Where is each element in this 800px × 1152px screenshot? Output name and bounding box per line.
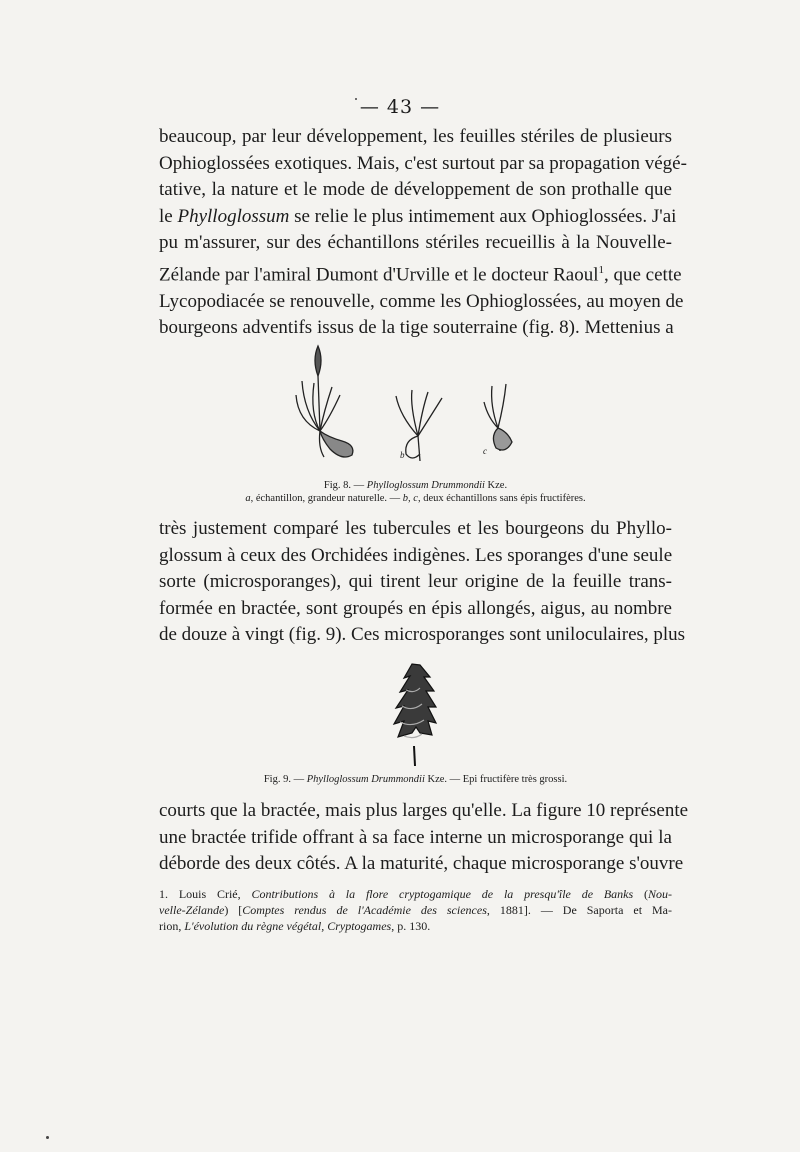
- paragraph-1: [159, 124, 687, 342]
- paragraph-3: [159, 798, 689, 878]
- text-line: très justement comparé les tubercules et les bourgeons du Phyllo-: [159, 518, 672, 539]
- text-line: le Phylloglossum se relie le plus intimement aux Ophioglossées. J'ai: [159, 205, 677, 227]
- figure-9-caption: Fig. 9. — Phylloglossum Drummondii Kze. — Epi fructifère très grossi.: [263, 774, 568, 785]
- footnote-line: velle-Zélande) [Comptes rendus de l'Académie des sciences, 1881]. — De Saporta et Ma-: [159, 903, 673, 917]
- footnote-line: rion, L'évolution du règne végétal, Cryptogames, p. 130.: [159, 919, 431, 933]
- genus-name: Phylloglossum: [177, 205, 290, 227]
- text-line: de douze à vingt (fig. 9). Ces microsporanges sont uniloculaires, plus: [159, 624, 686, 646]
- figure-8-illustration: [290, 336, 530, 476]
- footnote-line: 1. Louis Crié, Contributions à la flore cryptogamique de la presqu'île de Banks (Nou-: [159, 887, 673, 901]
- figure-8-caption: [159, 479, 672, 505]
- text-line: Zélande par l'amiral Dumont d'Urville et le docteur Raoul$^1$, que cette: [159, 263, 682, 286]
- page-number: — 43 —: [359, 96, 441, 118]
- text-line: déborde des deux côtés. A la maturité, chaque microsporange s'ouvre: [159, 853, 684, 875]
- text-line: sorte (microsporanges), qui tirent leur origine de la feuille trans-: [159, 571, 672, 593]
- footnote-ref: 1: [598, 263, 604, 276]
- paper-speck: [46, 1136, 49, 1139]
- footnote: [159, 886, 672, 934]
- paper-speck: [355, 98, 357, 100]
- caption-line: a, échantillon, grandeur naturelle. — b, c, deux échantillons sans épis fructifères.: [245, 493, 586, 504]
- figure-label-b: b: [400, 450, 405, 460]
- text-line: une bractée trifide offrant à sa face interne un microsporange qui la: [159, 826, 672, 848]
- text-line: Lycopodiacée se renouvelle, comme les Ophioglossées, au moyen de: [159, 290, 684, 312]
- text-line: courts que la bractée, mais plus larges qu'elle. La figure 10 représente: [159, 800, 689, 821]
- text-line: tative, la nature et le mode de développement de son prothalle que: [159, 179, 672, 201]
- text-line: glossum à ceux des Orchidées indigènes. Les sporanges d'une seule: [159, 544, 673, 566]
- text-line: formée en bractée, sont groupés en épis allongés, aigus, au nombre: [159, 597, 672, 619]
- paragraph-2: [159, 516, 686, 649]
- text-line: Ophioglossées exotiques. Mais, c'est surtout par sa propagation végé-: [159, 152, 687, 174]
- text-line: pu m'assurer, sur des échantillons stériles recueillis à la Nouvelle-: [159, 232, 672, 254]
- text-line: bourgeons adventifs issus de la tige souterraine (fig. 8). Mettenius a: [159, 317, 674, 339]
- caption-line: Fig. 8. — Phylloglossum Drummondii Kze.: [323, 480, 508, 491]
- text-line: beaucoup, par leur développement, les feuilles stériles de plusieurs: [159, 126, 672, 147]
- figure-9-illustration: [380, 660, 450, 770]
- figure-label-c: c: [483, 446, 487, 456]
